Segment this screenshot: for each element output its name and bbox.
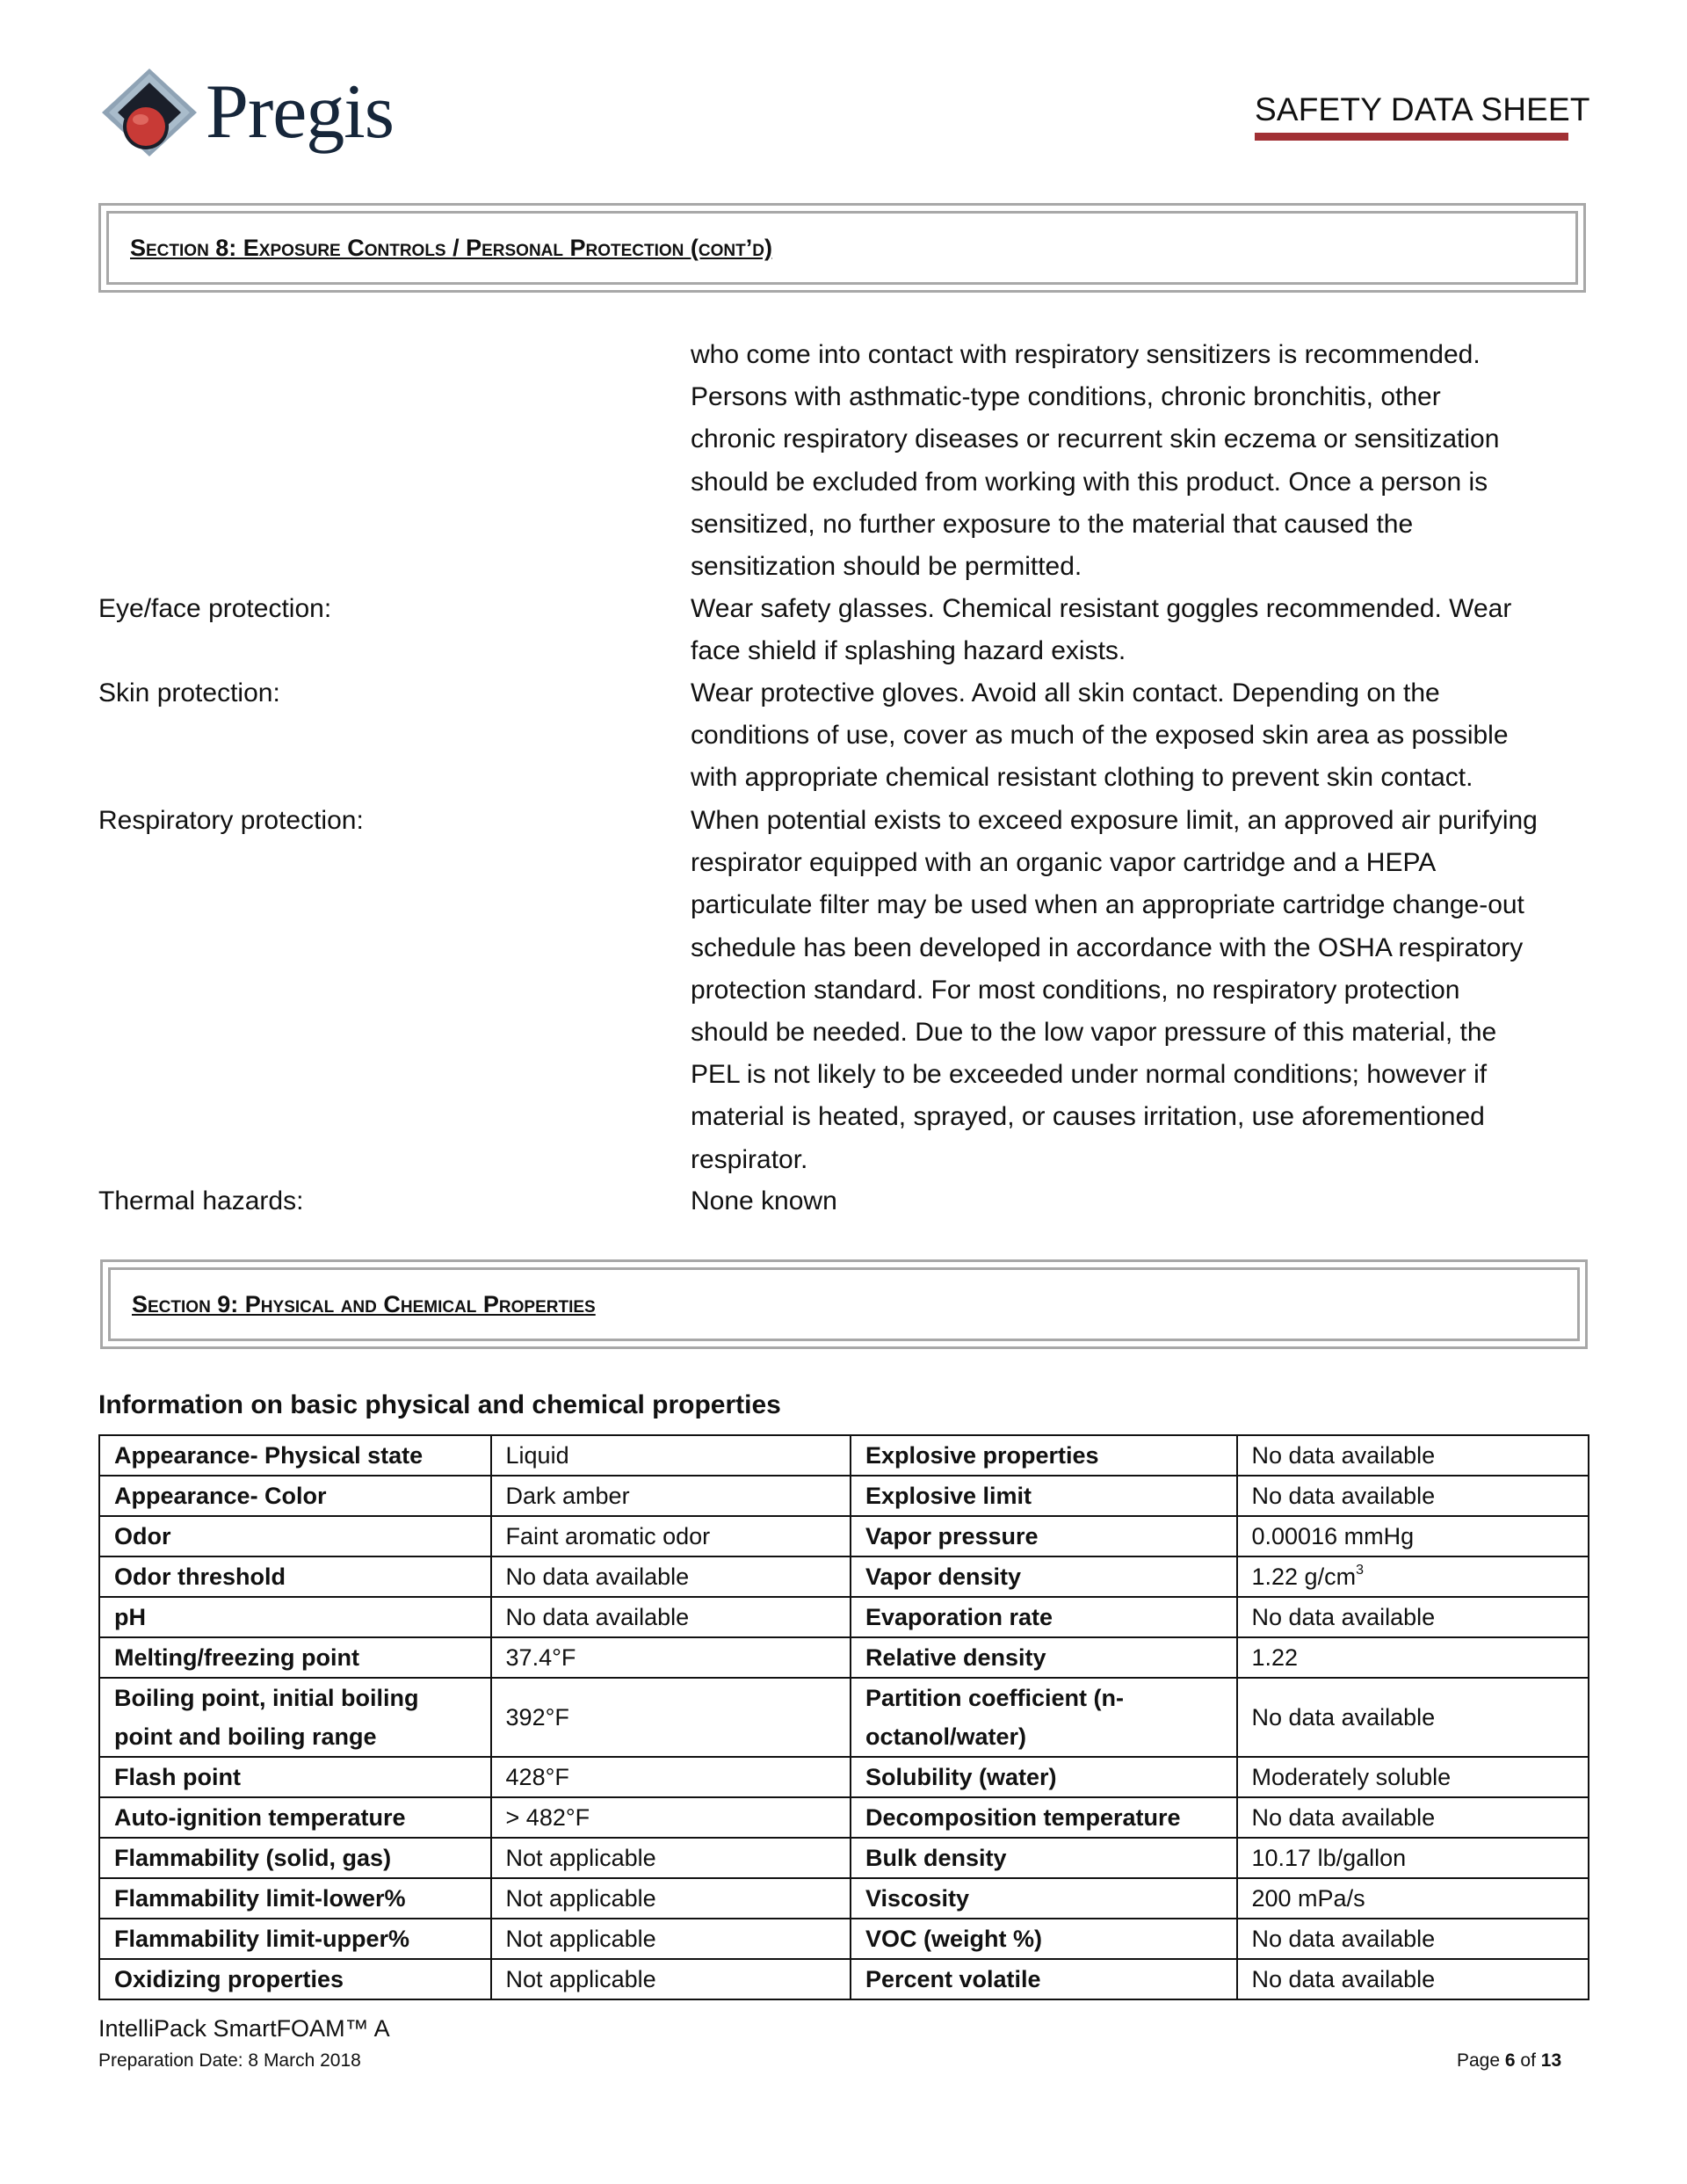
thermal-hazards-text: [691, 1180, 1596, 1223]
title-underline-bar: [1255, 133, 1568, 141]
property-label: Flammability limit-lower%: [99, 1878, 491, 1919]
section-9-title: Section 9: Physical and Chemical Properties: [132, 1291, 596, 1317]
text-line: Persons with asthmatic-type conditions, chronic bronchitis, other: [691, 382, 1441, 412]
property-value: 428°F: [491, 1757, 851, 1797]
property-label: Auto-ignition temperature: [99, 1797, 491, 1838]
table-row: [99, 1757, 1589, 1797]
page-current: 6: [1504, 2050, 1516, 2071]
skin-protection-text: [691, 672, 1596, 800]
property-label: Odor threshold: [99, 1556, 491, 1597]
text-line: Wear protective gloves. Avoid all skin contact. Depending on the: [691, 678, 1440, 707]
footer-preparation-date: Preparation Date: 8 March 2018: [98, 2050, 361, 2071]
respiratory-protection-label: Respiratory protection:: [98, 806, 364, 835]
unit-superscript: 3: [1356, 1563, 1364, 1578]
property-label: Vapor pressure: [851, 1516, 1237, 1556]
table-row: [99, 1435, 1589, 1476]
property-value: Dark amber: [491, 1476, 851, 1516]
property-label: Relative density: [851, 1637, 1237, 1678]
text-line: sensitized, no further exposure to the material that caused the: [691, 509, 1414, 539]
text-line: face shield if splashing hazard exists.: [691, 636, 1126, 666]
property-label: Vapor density: [851, 1556, 1237, 1597]
property-value: No data available: [1237, 1476, 1589, 1516]
page-total: 13: [1540, 2050, 1562, 2071]
text-line: should be excluded from working with this product. Once a person is: [691, 467, 1488, 497]
property-label: Viscosity: [851, 1878, 1237, 1919]
text-line: with appropriate chemical resistant clothing to prevent skin contact.: [691, 763, 1473, 793]
property-label: Bulk density: [851, 1838, 1237, 1878]
property-label: VOC (weight %): [851, 1919, 1237, 1959]
respiratory-protection-text: [691, 800, 1596, 1181]
property-value: Moderately soluble: [1237, 1757, 1589, 1797]
section-8-title: Section 8: Exposure Controls / Personal Protection (cont’d): [130, 235, 772, 261]
property-value: No data available: [1237, 1435, 1589, 1476]
pregis-diamond-icon: [98, 69, 204, 156]
table-row: [99, 1797, 1589, 1838]
section-8-header-box: [98, 203, 1586, 293]
text-line: When potential exists to exceed exposure limit, an approved air purifying: [691, 806, 1538, 835]
property-label: Explosive properties: [851, 1435, 1237, 1476]
property-value: Not applicable: [491, 1878, 851, 1919]
text-line: schedule has been developed in accordance with the OSHA respiratory: [691, 932, 1524, 962]
thermal-hazards-label: Thermal hazards:: [98, 1186, 304, 1215]
table-row: [99, 1838, 1589, 1878]
property-label: Explosive limit: [851, 1476, 1237, 1516]
property-value: 392°F: [491, 1678, 851, 1757]
text-line: protection standard. For most conditions, no respiratory protection: [691, 975, 1460, 1005]
physical-chemical-properties-table: [98, 1434, 1589, 2000]
property-label: Boiling point, initial boiling point and boiling range: [99, 1678, 491, 1757]
property-label: Partition coefficient (n-octanol/water): [851, 1678, 1237, 1757]
property-value: No data available: [1237, 1678, 1589, 1757]
brand-wordmark: Pregis: [206, 69, 394, 155]
section-9-header-box: [100, 1259, 1588, 1349]
table-row: [99, 1476, 1589, 1516]
property-label: Appearance- Physical state: [99, 1435, 491, 1476]
eye-face-protection-label: Eye/face protection:: [98, 594, 332, 623]
document-type-title: SAFETY DATA SHEET: [1255, 91, 1590, 127]
properties-subheading: Information on basic physical and chemical properties: [98, 1390, 781, 1419]
property-label: Appearance- Color: [99, 1476, 491, 1516]
property-value: [1237, 1556, 1589, 1597]
property-value: No data available: [1237, 1597, 1589, 1637]
page-of: of: [1515, 2050, 1541, 2071]
table-row: [99, 1959, 1589, 1999]
page-prefix: Page: [1457, 2050, 1505, 2071]
property-value: No data available: [491, 1556, 851, 1597]
property-label: Flammability limit-upper%: [99, 1919, 491, 1959]
property-label: Evaporation rate: [851, 1597, 1237, 1637]
property-value: > 482°F: [491, 1797, 851, 1838]
text-line: particulate filter may be used when an appropriate cartridge change-out: [691, 890, 1524, 920]
property-value: Not applicable: [491, 1959, 851, 1999]
text-line: material is heated, sprayed, or causes irritation, use aforementioned: [691, 1102, 1485, 1132]
table-row: [99, 1597, 1589, 1637]
property-value: 37.4°F: [491, 1637, 851, 1678]
property-label: Decomposition temperature: [851, 1797, 1237, 1838]
text-line: respirator equipped with an organic vapor cartridge and a HEPA: [691, 848, 1437, 878]
table-row: [99, 1919, 1589, 1959]
vapor-density-value: 1.22 g/cm: [1251, 1564, 1357, 1590]
respiratory-sensitizer-note: [691, 334, 1596, 588]
footer-product-name: IntelliPack SmartFOAM™ A: [98, 2015, 390, 2042]
property-label: Flammability (solid, gas): [99, 1838, 491, 1878]
eye-face-protection-text: [691, 588, 1596, 672]
property-label: pH: [99, 1597, 491, 1637]
table-row: [99, 1637, 1589, 1678]
property-label: Melting/freezing point: [99, 1637, 491, 1678]
property-value: No data available: [491, 1597, 851, 1637]
skin-protection-label: Skin protection:: [98, 678, 280, 707]
property-label: Flash point: [99, 1757, 491, 1797]
table-row: [99, 1516, 1589, 1556]
footer-page-number: [1457, 2050, 1561, 2072]
text-line: sensitization should be permitted.: [691, 552, 1082, 582]
text-line: who come into contact with respiratory sensitizers is recommended.: [691, 340, 1481, 369]
property-value: No data available: [1237, 1919, 1589, 1959]
text-line: should be needed. Due to the low vapor pressure of this material, the: [691, 1018, 1497, 1048]
pregis-logo: [98, 69, 415, 156]
property-label: Solubility (water): [851, 1757, 1237, 1797]
property-value: Not applicable: [491, 1919, 851, 1959]
text-line: chronic respiratory diseases or recurrent skin eczema or sensitization: [691, 424, 1500, 454]
text-line: conditions of use, cover as much of the exposed skin area as possible: [691, 721, 1509, 751]
property-value: Liquid: [491, 1435, 851, 1476]
property-value: 200 mPa/s: [1237, 1878, 1589, 1919]
table-row: [99, 1678, 1589, 1757]
property-value: 0.00016 mmHg: [1237, 1516, 1589, 1556]
table-row: [99, 1878, 1589, 1919]
text-line: PEL is not likely to be exceeded under normal conditions; however if: [691, 1060, 1488, 1090]
text-line: Wear safety glasses. Chemical resistant goggles recommended. Wear: [691, 594, 1512, 623]
property-value: No data available: [1237, 1959, 1589, 1999]
table-row: [99, 1556, 1589, 1597]
text-line: None known: [691, 1186, 837, 1215]
property-value: 10.17 lb/gallon: [1237, 1838, 1589, 1878]
property-label: Percent volatile: [851, 1959, 1237, 1999]
property-value: 1.22: [1237, 1637, 1589, 1678]
property-value: Not applicable: [491, 1838, 851, 1878]
property-label: Odor: [99, 1516, 491, 1556]
text-line: respirator.: [691, 1144, 808, 1174]
property-label: Oxidizing properties: [99, 1959, 491, 1999]
property-value: Faint aromatic odor: [491, 1516, 851, 1556]
property-value: No data available: [1237, 1797, 1589, 1838]
